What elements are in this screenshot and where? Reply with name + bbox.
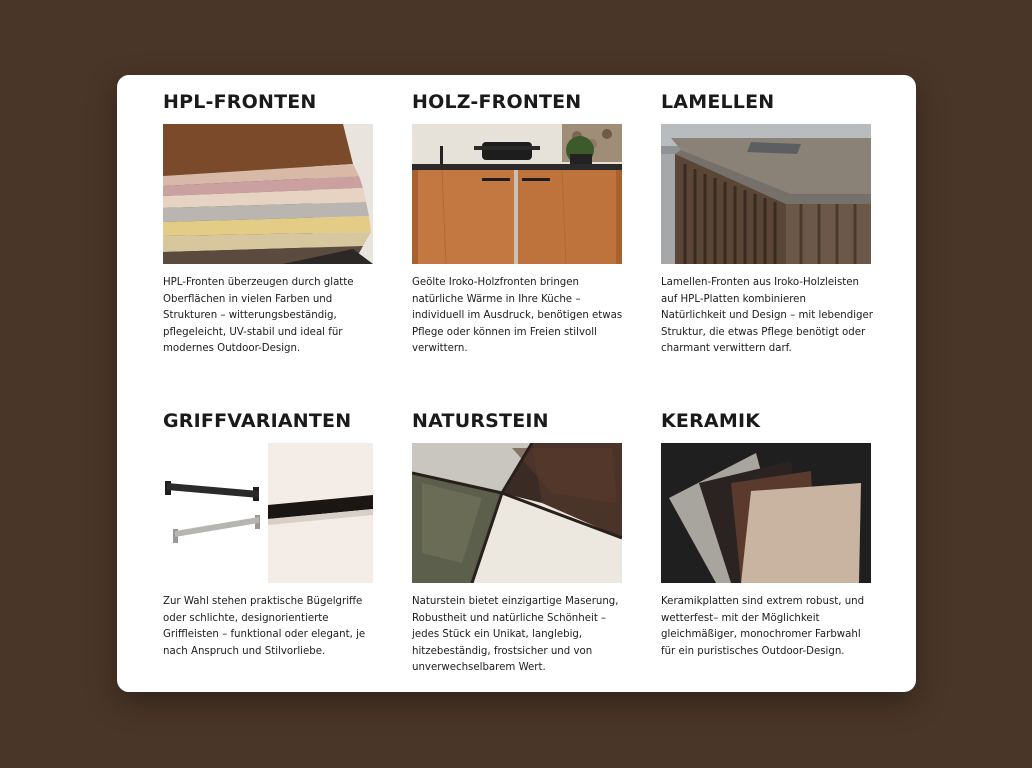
tile-title: LAMELLEN — [661, 91, 775, 113]
ceramic-samples-image — [661, 443, 871, 583]
tile-description: HPL-Fronten überzeugen durch glatte Oberflächen in vielen Farben und Strukturen – witterungsbeständig, pflegeleicht, UV-stabil und ideal für modernes Outdoor-Design. — [163, 277, 354, 354]
wood-kitchen-image — [412, 124, 622, 264]
tile-title: HOLZ-FRONTEN — [412, 91, 582, 113]
tile-title: KERAMIK — [661, 410, 761, 432]
tile-description: Lamellen-Fronten aus Iroko-Holzleisten auf HPL-Platten kombinieren Natürlichkeit und Design – mit lebendiger Struktur, die etwas Pflege benötigt oder charmant verwittern darf. — [661, 277, 873, 354]
tile-description: Geölte Iroko-Holzfronten bringen natürliche Wärme in Ihre Küche – individuell im Ausdruck, benötigen etwas Pflege oder können im Freien stilvoll verwittern. — [412, 277, 623, 354]
tile-description: Zur Wahl stehen praktische Bügelgriffe oder schlichte, designorientierte Griffleisten – funktional oder elegant, je nach Anspruch und Stilvorliebe. — [163, 596, 366, 657]
natural-stone-image — [412, 443, 622, 583]
tile-description: Keramikplatten sind extrem robust, und wetterfest– mit der Möglichkeit gleichmäßiger, monochromer Farbwahl für ein puristisches Outdoor-Design. — [661, 596, 865, 657]
hpl-samples-image — [163, 124, 373, 264]
handles-image — [163, 443, 373, 583]
lamellen-counter-image — [661, 124, 871, 264]
materials-card — [117, 75, 916, 692]
tile-title: GRIFFVARIANTEN — [163, 410, 352, 432]
tile-title: HPL-FRONTEN — [163, 91, 317, 113]
tile-description: Naturstein bietet einzigartige Maserung, Robustheit und natürliche Schönheit – jedes Stück ein Unikat, langlebig, hitzebeständig, frostsicher und von unverwechselbarem Wert. — [412, 596, 619, 673]
tile-title: NATURSTEIN — [412, 410, 549, 432]
